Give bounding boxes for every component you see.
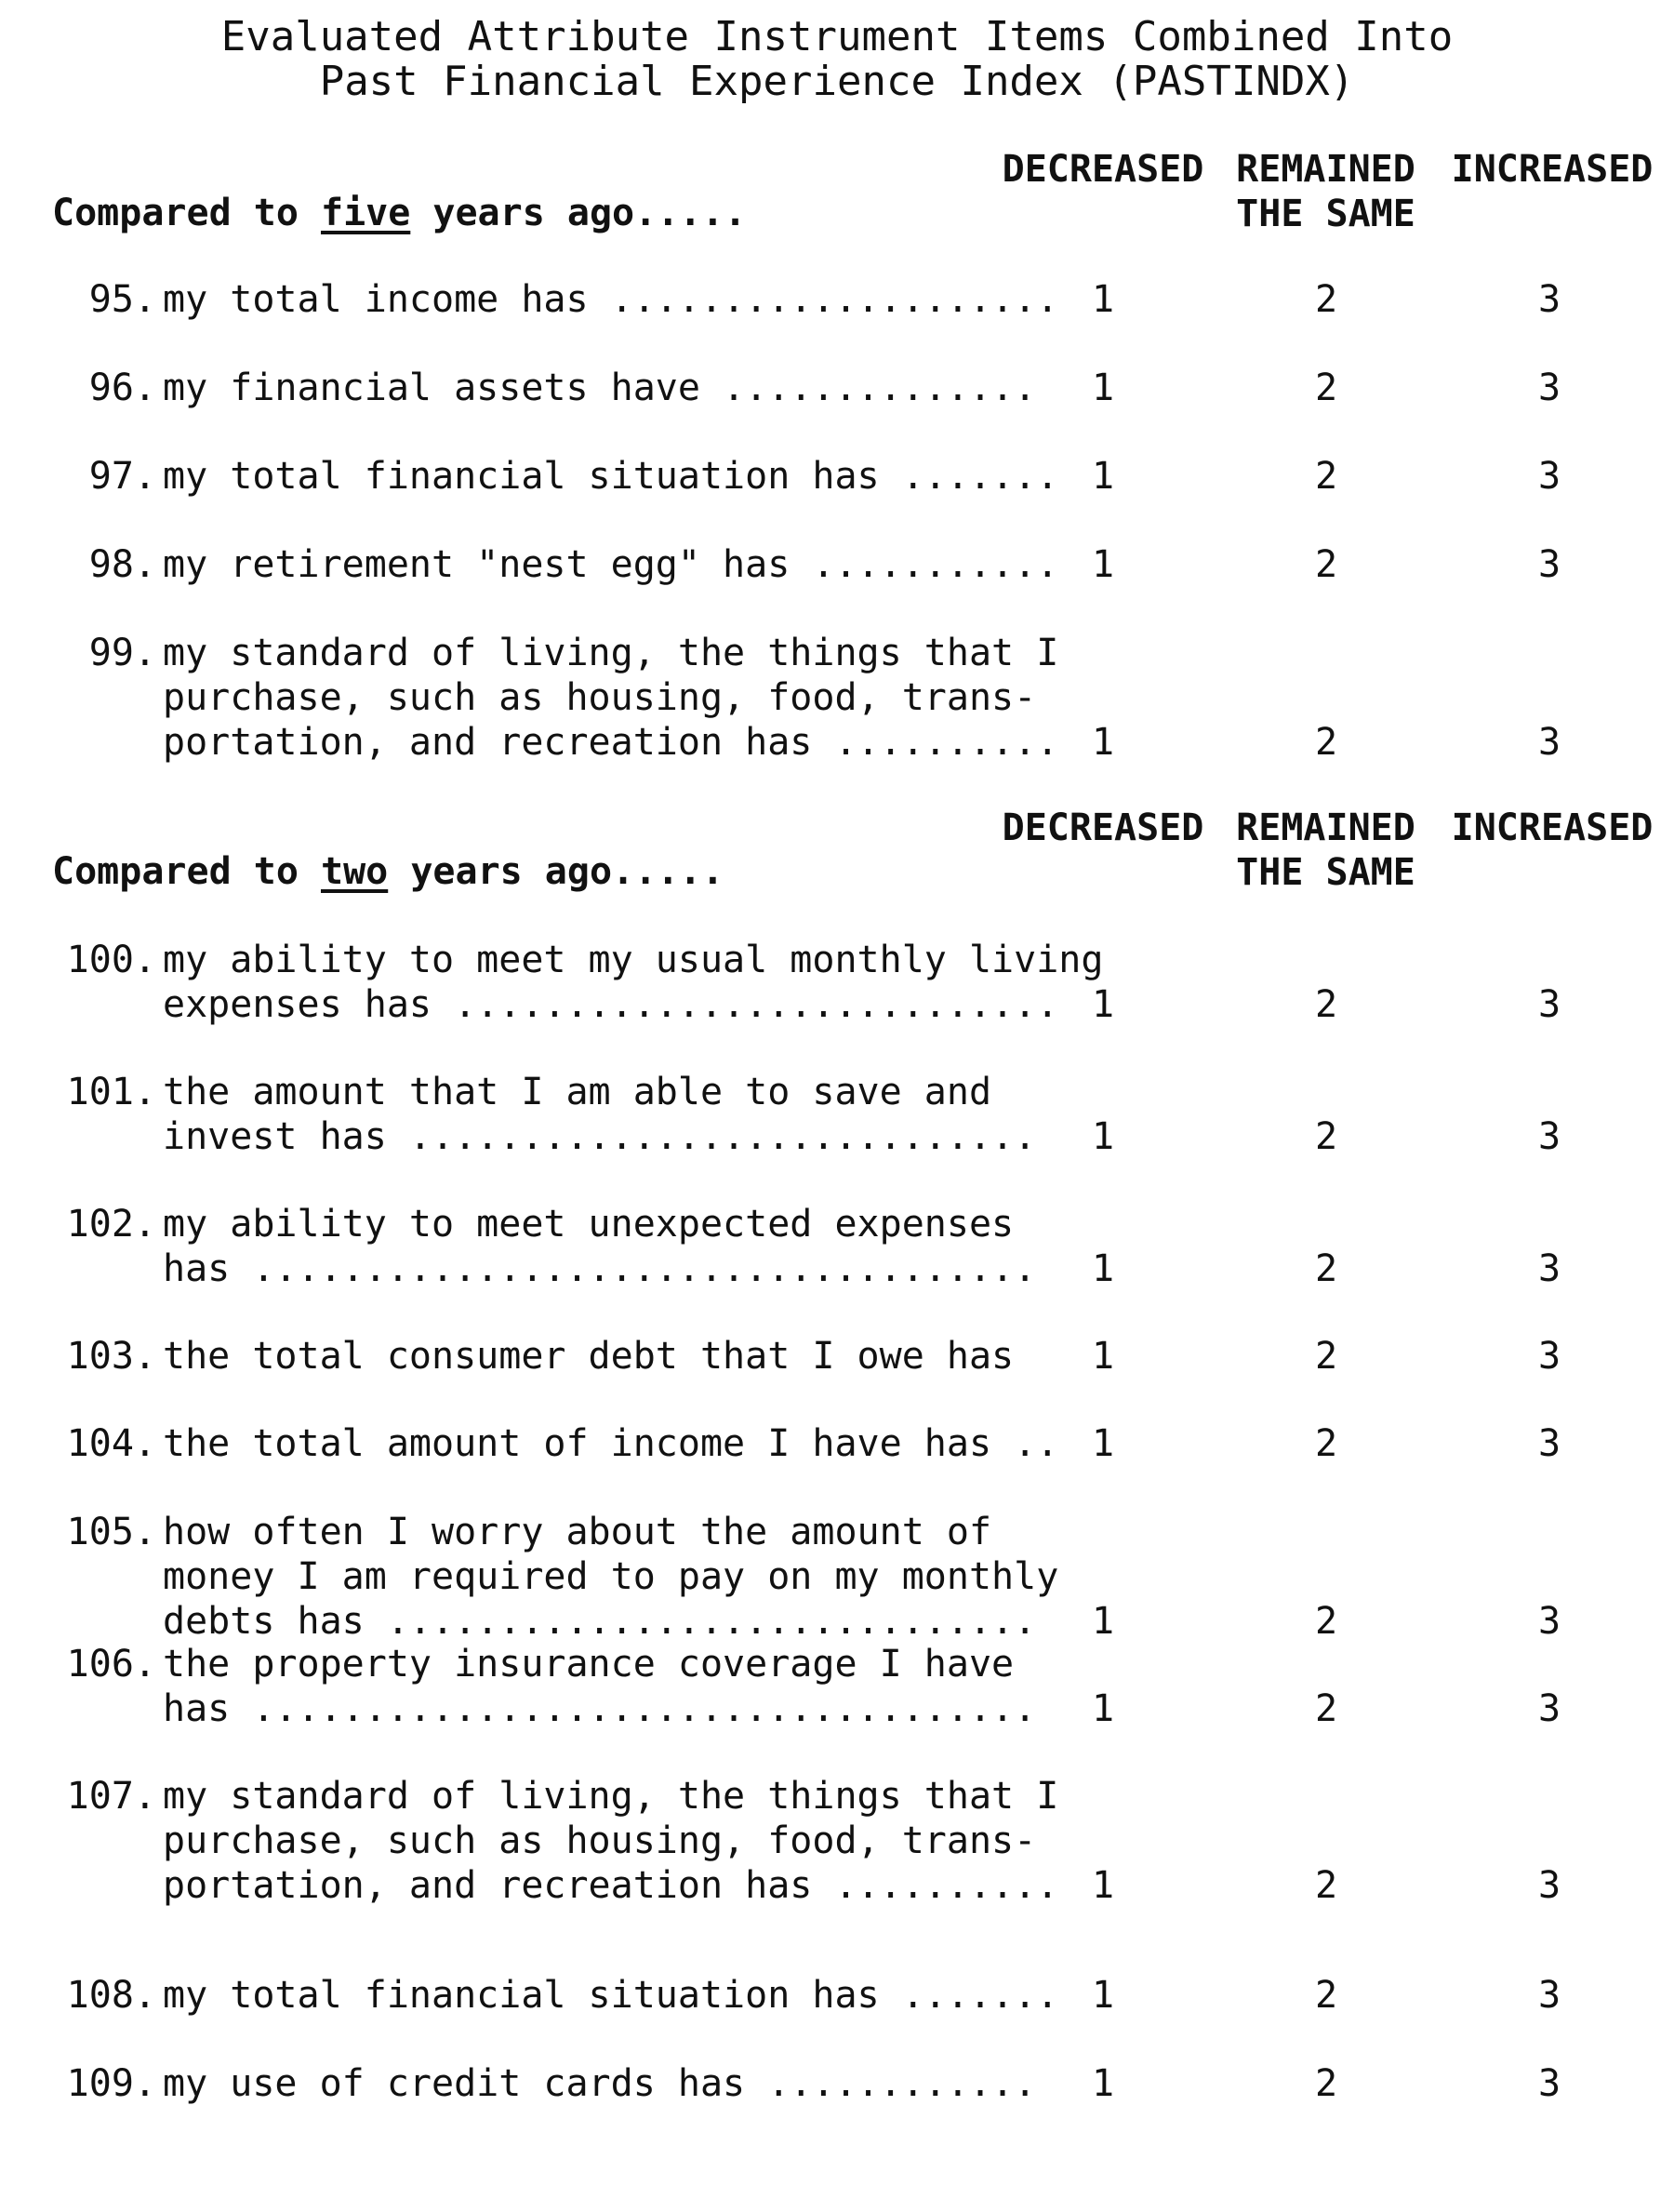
question-text-line: the amount that I am able to save and <box>163 1071 992 1113</box>
section-lead <box>52 192 747 234</box>
response-option[interactable]: 3 <box>1537 2062 1561 2105</box>
question-text <box>163 1642 1036 1731</box>
response-option[interactable]: 1 <box>1091 1687 1115 1730</box>
response-option[interactable]: 2 <box>1314 721 1338 764</box>
question-text-line: the total consumer debt that I owe has <box>163 1335 1015 1378</box>
response-option[interactable]: 2 <box>1314 1864 1338 1907</box>
question-text <box>163 277 1058 322</box>
question-number: 102. <box>66 1203 156 1246</box>
column-header: REMAINED THE SAME <box>1236 806 1415 894</box>
question-text-line: has ................................... <box>163 1687 1037 1730</box>
question-text-line: portation, and recreation has .......... <box>163 721 1059 764</box>
question-text-line: my total financial situation has ....... <box>163 455 1059 498</box>
question-text-line: how often I worry about the amount of <box>163 1511 992 1553</box>
question-number: 103. <box>66 1335 156 1378</box>
question-number: 106. <box>66 1643 156 1686</box>
question-text-line: the property insurance coverage I have <box>163 1643 1015 1686</box>
column-header: INCREASED <box>1451 806 1654 849</box>
response-option[interactable]: 2 <box>1314 1115 1338 1158</box>
response-option[interactable]: 3 <box>1537 1335 1561 1378</box>
response-option[interactable]: 1 <box>1091 366 1115 409</box>
response-option[interactable]: 1 <box>1091 721 1115 764</box>
response-option[interactable]: 1 <box>1091 1864 1115 1907</box>
question-text <box>163 1070 1036 1159</box>
response-option[interactable]: 3 <box>1537 366 1561 409</box>
question-text-line: money I am required to pay on my monthly <box>163 1555 1059 1598</box>
column-header: DECREASED <box>1002 148 1204 191</box>
lead-text: Compared to <box>52 192 321 234</box>
question-text <box>163 1202 1036 1291</box>
question-number: 97. <box>88 455 156 498</box>
response-option[interactable]: 2 <box>1314 1335 1338 1378</box>
question-text <box>163 1334 1014 1379</box>
response-option[interactable]: 2 <box>1314 543 1338 586</box>
response-option[interactable]: 2 <box>1314 983 1338 1026</box>
question-text-line: purchase, such as housing, food, trans- <box>163 676 1037 719</box>
question-number: 109. <box>66 2062 156 2105</box>
question-number: 105. <box>66 1511 156 1553</box>
section-header <box>0 147 1674 249</box>
question-number: 107. <box>66 1775 156 1818</box>
response-option[interactable]: 2 <box>1314 1247 1338 1290</box>
response-option[interactable]: 1 <box>1091 1335 1115 1378</box>
section-header <box>0 806 1674 908</box>
lead-text: Compared to <box>52 850 321 893</box>
question-number: 108. <box>66 1974 156 2017</box>
response-option[interactable]: 1 <box>1091 1600 1115 1643</box>
title-line-1: Evaluated Attribute Instrument Items Combined Into <box>220 13 1454 60</box>
question-number: 100. <box>66 939 156 981</box>
response-option[interactable]: 3 <box>1537 1687 1561 1730</box>
question-text <box>163 366 1036 410</box>
question-number: 101. <box>66 1071 156 1113</box>
question-text <box>163 1774 1058 1908</box>
response-option[interactable]: 1 <box>1091 455 1115 498</box>
response-option[interactable]: 3 <box>1537 721 1561 764</box>
question-number: 104. <box>66 1422 156 1465</box>
column-header: REMAINED THE SAME <box>1236 148 1415 235</box>
question-text-line: my retirement "nest egg" has ........... <box>163 543 1059 586</box>
question-text <box>163 2061 1036 2106</box>
question-text <box>163 1421 1058 1466</box>
question-text-line: my total financial situation has ....... <box>163 1974 1059 2017</box>
question-text-line: my total income has .................... <box>163 278 1059 321</box>
lead-underlined-word: five <box>320 192 411 234</box>
response-option[interactable]: 1 <box>1091 2062 1115 2105</box>
question-text-line: invest has ............................ <box>163 1115 1037 1158</box>
response-option[interactable]: 1 <box>1091 1247 1115 1290</box>
response-option[interactable]: 3 <box>1537 278 1561 321</box>
lead-text-end: years ago..... <box>388 850 724 893</box>
question-text <box>163 1973 1058 2018</box>
response-option[interactable]: 3 <box>1537 543 1561 586</box>
response-option[interactable]: 3 <box>1537 1974 1561 2017</box>
response-option[interactable]: 3 <box>1537 1600 1561 1643</box>
response-option[interactable]: 1 <box>1091 1422 1115 1465</box>
response-option[interactable]: 1 <box>1091 1115 1115 1158</box>
question-text-line: expenses has ........................... <box>163 983 1059 1026</box>
response-option[interactable]: 2 <box>1314 455 1338 498</box>
question-text-line: the total amount of income I have has .. <box>163 1422 1059 1465</box>
lead-underlined-word: two <box>320 850 389 893</box>
question-number: 99. <box>88 632 156 674</box>
response-option[interactable]: 2 <box>1314 278 1338 321</box>
response-option[interactable]: 2 <box>1314 1422 1338 1465</box>
question-text <box>163 1510 1058 1644</box>
question-text-line: debts has ............................. <box>163 1600 1037 1643</box>
lead-text-end: years ago..... <box>410 192 747 234</box>
response-option[interactable]: 3 <box>1537 1864 1561 1907</box>
response-option[interactable]: 2 <box>1314 366 1338 409</box>
question-text <box>163 454 1058 499</box>
document-title <box>0 15 1674 104</box>
question-text-line: my financial assets have .............. <box>163 366 1037 409</box>
question-text-line: my use of credit cards has ............ <box>163 2062 1037 2105</box>
response-option[interactable]: 3 <box>1537 1115 1561 1158</box>
response-option[interactable]: 1 <box>1091 1974 1115 2017</box>
section-lead <box>52 850 724 893</box>
question-text-line: purchase, such as housing, food, trans- <box>163 1819 1037 1862</box>
title-line-2: Past Financial Experience Index (PASTINDX) <box>319 58 1355 105</box>
response-option[interactable]: 3 <box>1537 1247 1561 1290</box>
response-option[interactable]: 1 <box>1091 543 1115 586</box>
response-option[interactable]: 1 <box>1091 278 1115 321</box>
column-header: DECREASED <box>1002 806 1204 849</box>
response-option[interactable]: 3 <box>1537 983 1561 1026</box>
question-text-line: my ability to meet my usual monthly living <box>163 939 1104 981</box>
question-text <box>163 631 1058 765</box>
question-number: 96. <box>88 366 156 409</box>
question-text-line: my ability to meet unexpected expenses <box>163 1203 1015 1246</box>
question-text <box>163 542 1058 587</box>
question-text <box>163 938 1103 1027</box>
question-text-line: my standard of living, the things that I <box>163 632 1059 674</box>
question-text-line: has ................................... <box>163 1247 1037 1290</box>
response-option[interactable]: 3 <box>1537 455 1561 498</box>
question-text-line: portation, and recreation has .......... <box>163 1864 1059 1907</box>
question-number: 95. <box>88 278 156 321</box>
response-option[interactable]: 2 <box>1314 1974 1338 2017</box>
question-text-line: my standard of living, the things that I <box>163 1775 1059 1818</box>
response-option[interactable]: 2 <box>1314 2062 1338 2105</box>
response-option[interactable]: 3 <box>1537 1422 1561 1465</box>
column-header: INCREASED <box>1451 148 1654 191</box>
response-option[interactable]: 1 <box>1091 983 1115 1026</box>
response-option[interactable]: 2 <box>1314 1600 1338 1643</box>
question-number: 98. <box>88 543 156 586</box>
response-option[interactable]: 2 <box>1314 1687 1338 1730</box>
